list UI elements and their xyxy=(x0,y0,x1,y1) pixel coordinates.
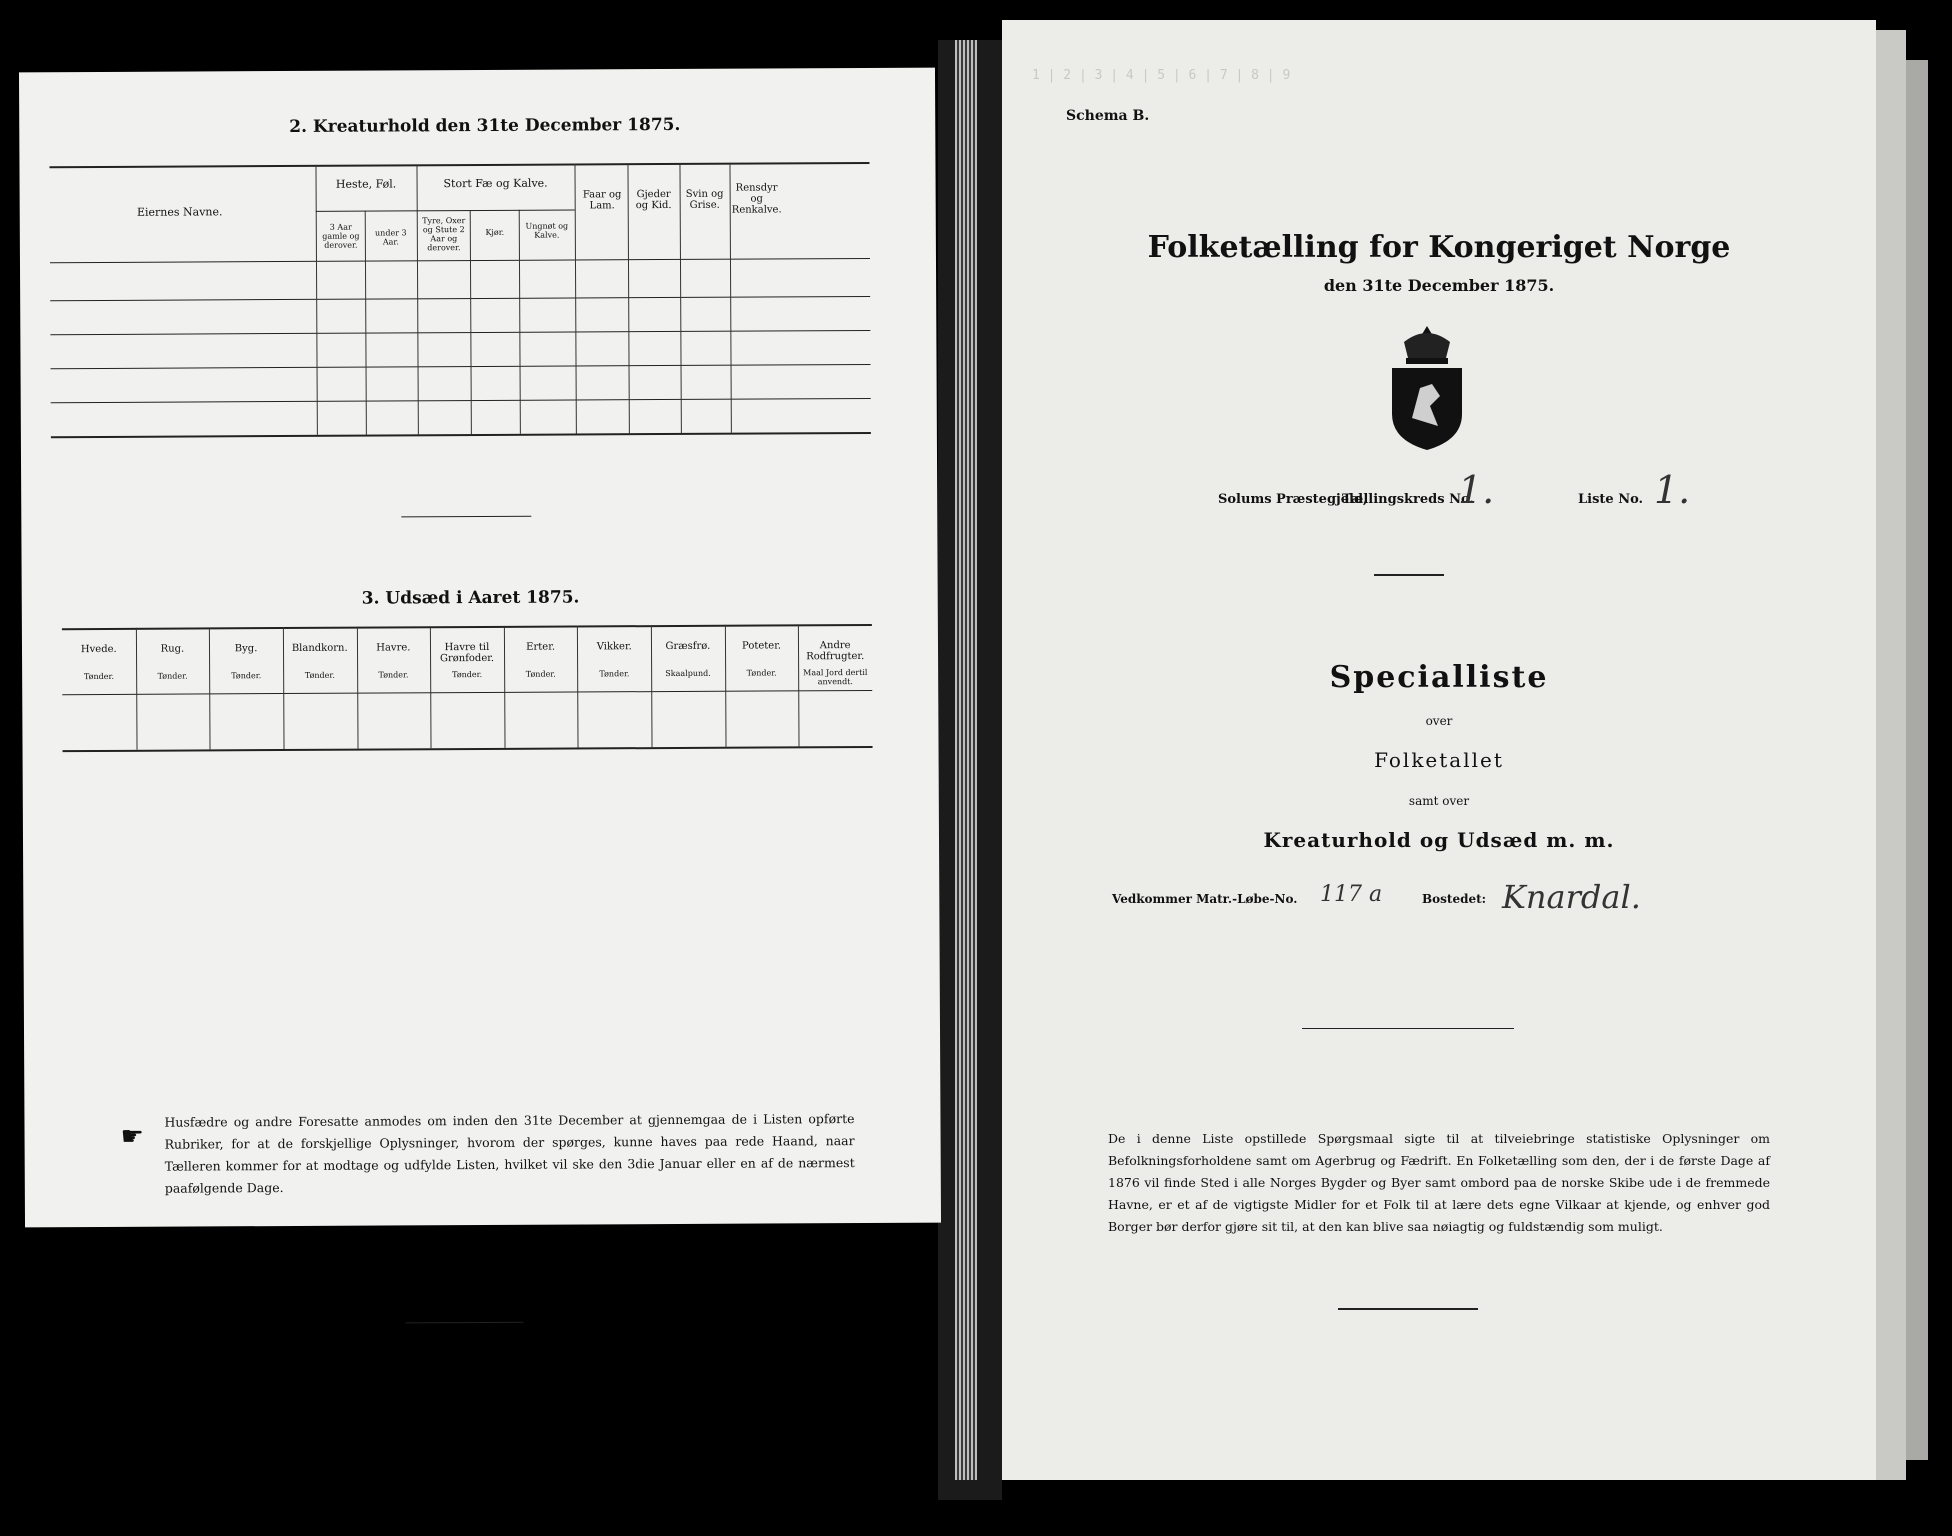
footer-text: De i denne Liste opstillede Spørgsmaal sigte til at tilveiebringe statistiske Oplysninger om Befolkningsforholdene samt om Agerbrug og Fædrift. En Folketælling som den, der i de første Dage af 1876 vil finde Sted i alle Norges Bygder og Byer samt ombord paa de norske Skibe ude i de fremmede Havne, er et af de vigtigste Midler for et Folk til at lære dets egne Vilkaar at kjende, og enhver god Borger bør derfor gjøre sit til, at den kan blive saa nøiagtig og fuldstændig som muligt. xyxy=(1108,1131,1770,1234)
table-rule xyxy=(50,296,870,301)
bostedet-label: Bostedet: xyxy=(1422,892,1487,906)
seed-column-name: Byg. xyxy=(234,643,258,655)
table-col xyxy=(470,210,472,434)
seed-column-unit: Tønder. xyxy=(304,670,335,680)
seed-column-name: Vikker. xyxy=(596,641,632,653)
pointing-hand-icon: ☛ xyxy=(120,1121,144,1152)
owner-header: Eiernes Navne. xyxy=(136,205,223,219)
sheep-header: Faar og Lam. xyxy=(582,189,622,212)
matr-value: 117 a xyxy=(1320,882,1383,907)
special-list-title: Specialliste xyxy=(1329,660,1549,695)
seed-column-name: Poteter. xyxy=(741,640,782,652)
date-line: den 31te December 1875. xyxy=(1323,276,1555,295)
samt-over-text: samt over xyxy=(1408,794,1470,808)
coat-of-arms-icon xyxy=(1382,322,1472,452)
dash-mark xyxy=(406,1322,524,1324)
horse-sub2: under 3 Aar. xyxy=(374,228,407,247)
seed-column-name: Havre. xyxy=(376,642,411,654)
bostedet-value: Knardal. xyxy=(1502,878,1641,916)
table-rule xyxy=(316,209,575,211)
seed-column-unit: Tønder. xyxy=(746,668,777,678)
pigs-header: Svin og Grise. xyxy=(685,188,724,211)
table-col xyxy=(519,210,521,434)
cattle-sub1: Tyre, Oxer og Stute 2 Aar og derover. xyxy=(422,216,466,253)
page-edges xyxy=(955,40,977,1480)
main-title: Folketælling for Kongeriget Norge xyxy=(1147,230,1731,265)
seed-column-unit: Tønder. xyxy=(83,671,114,682)
seed-column-unit: Skaalpund. xyxy=(665,668,711,679)
seed-column-unit: Tønder. xyxy=(525,669,556,679)
goats-header: Gjeder og Kid. xyxy=(635,188,672,212)
table-rule xyxy=(62,624,872,630)
district-value: 1. xyxy=(1458,468,1495,512)
table-rule xyxy=(51,364,871,369)
section3-title: 3. Udsæd i Aaret 1875. xyxy=(361,587,580,609)
separator-rule xyxy=(1302,1028,1514,1029)
schema-label: Schema B. xyxy=(1066,108,1150,124)
seed-column-unit: Tønder. xyxy=(378,670,409,680)
cattle-header: Stort Fæ og Kalve. xyxy=(443,176,548,191)
right-page-edges-back xyxy=(1906,60,1928,1460)
table-rule xyxy=(62,690,872,695)
table-rule xyxy=(51,398,871,403)
bleed-through-text: 1 | 2 | 3 | 4 | 5 | 6 | 7 | 8 | 9 xyxy=(1032,68,1291,83)
table-rule xyxy=(49,162,869,168)
reindeer-header: Rensdyr og Renkalve. xyxy=(731,182,782,216)
cattle-sub2: Kjør. xyxy=(485,227,505,237)
horse-header: Heste, Føl. xyxy=(335,177,397,191)
table-rule xyxy=(63,746,873,752)
table-rule xyxy=(50,330,870,335)
seed-column-unit: Tønder. xyxy=(452,669,483,680)
seed-column-name: Hvede. xyxy=(80,643,117,656)
right-page-edges xyxy=(1876,30,1906,1480)
folketallet-text: Folketallet xyxy=(1374,748,1504,772)
livestock-seed-title: Kreaturhold og Udsæd m. m. xyxy=(1263,828,1615,852)
left-page xyxy=(19,68,941,1228)
over-text: over xyxy=(1425,714,1453,728)
table-rule xyxy=(51,432,871,438)
right-page xyxy=(1002,20,1876,1480)
dash-mark xyxy=(401,516,531,518)
separator-rule xyxy=(1374,574,1444,576)
separator-rule xyxy=(1338,1308,1478,1310)
table-rule xyxy=(50,258,870,263)
seed-column-name: Andre Rodfrugter. xyxy=(806,640,865,663)
list-label: Liste No. xyxy=(1578,492,1644,507)
seed-column-name: Blandkorn. xyxy=(291,642,348,654)
seed-column-unit: Maal Jord dertil anvendt. xyxy=(803,667,868,687)
seed-column-name: Græsfrø. xyxy=(665,640,711,653)
cattle-sub3: Ungnøt og Kalve. xyxy=(525,221,569,240)
matr-label: Vedkommer Matr.-Løbe-No. xyxy=(1112,892,1298,906)
seed-column-unit: Tønder. xyxy=(157,671,188,681)
district-label: Tællingskreds No. xyxy=(1342,492,1474,507)
horse-sub1: 3 Aar gamle og derover. xyxy=(322,222,360,250)
seed-column-name: Havre til Grønfoder. xyxy=(439,641,495,665)
seed-column-unit: Tønder. xyxy=(599,669,630,679)
list-value: 1. xyxy=(1654,468,1691,512)
seed-column-unit: Tønder. xyxy=(231,671,262,681)
seed-column-name: Erter. xyxy=(526,641,556,653)
parish-name: Solums Præstegjeld, xyxy=(1218,492,1368,507)
seed-column-name: Rug. xyxy=(160,643,185,655)
instruction-notice: Husfædre og andre Foresatte anmodes om inden den 31te December at gjennemgaa de i Listen opførte Rubriker, for at de forskjellige Oplysninger, hvorom der spørges, kunne haves paa rede Haand, naar Tælleren kommer for at modtage og udfylde Listen, hvilket vil ske den 3die Januar eller en af de nærmest paafølgende Dage. xyxy=(164,1111,855,1196)
section2-title: 2. Kreaturhold den 31te December 1875. xyxy=(289,114,681,137)
